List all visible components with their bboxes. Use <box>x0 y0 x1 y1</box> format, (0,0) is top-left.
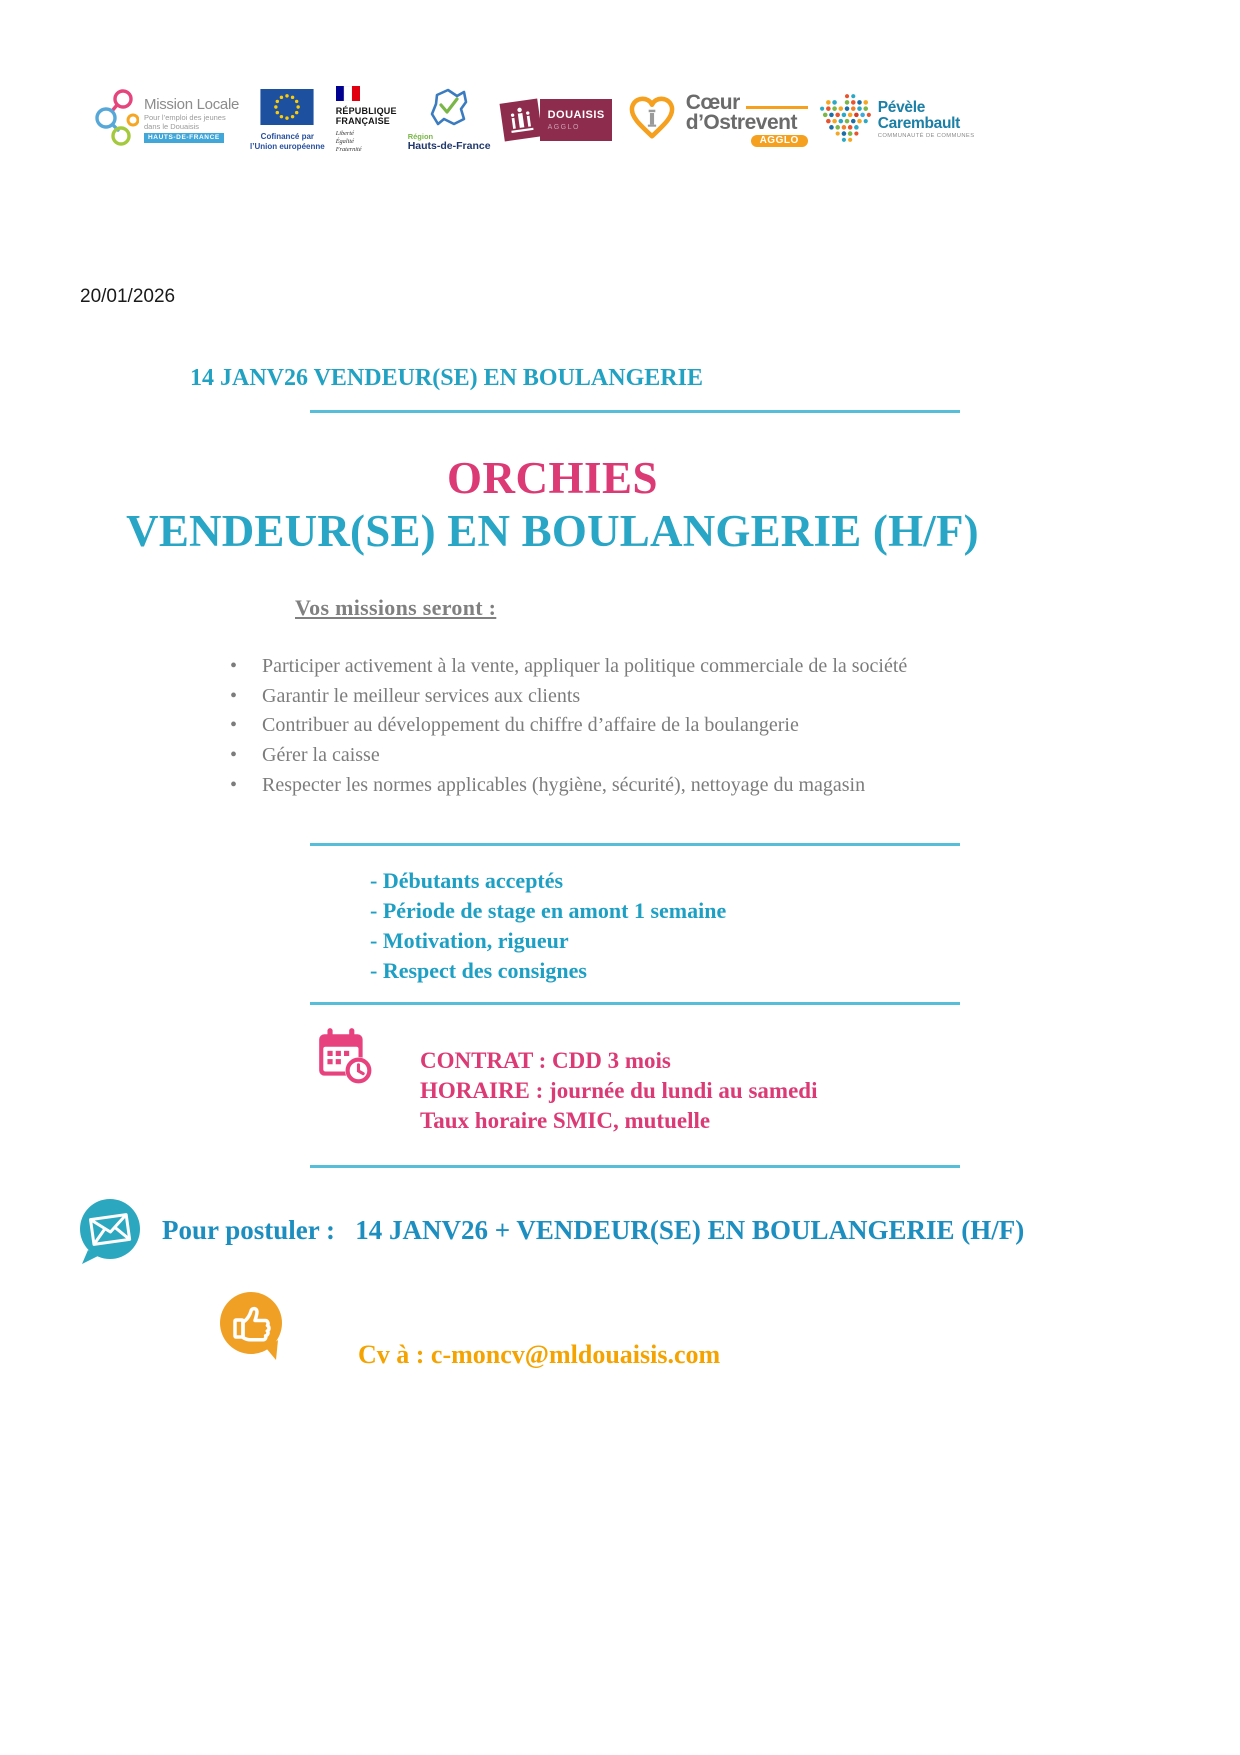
republique-motto: Liberté Égalité Fraternité <box>335 129 362 153</box>
thumbs-up-icon <box>218 1290 284 1367</box>
job-title-heading: VENDEUR(SE) EN BOULANGERIE (H/F) <box>126 506 979 556</box>
magnifier-rings-icon <box>95 87 139 154</box>
pevele-name: Pévèle Carembault <box>877 98 961 132</box>
republique-title: RÉPUBLIQUE FRANÇAISE <box>335 106 397 127</box>
section-divider <box>310 1165 960 1168</box>
contract-line: CONTRAT : CDD 3 mois <box>420 1048 671 1073</box>
city-heading: ORCHIES <box>446 453 659 503</box>
region-name: Hauts-de-France <box>407 139 491 152</box>
mission-item: • Garantir le meilleur services aux clients <box>230 682 907 712</box>
coeur-ostrevent-logo <box>623 90 808 151</box>
apply-value: 14 JANV26 + VENDEUR(SE) EN BOULANGERIE (H/F) <box>355 1215 1025 1245</box>
mission-locale-logo <box>95 87 239 154</box>
ostrevent-word2: d’Ostrevent <box>685 111 797 135</box>
apply-label: Pour postuler : <box>162 1215 336 1245</box>
mission-item: • Gérer la caisse <box>230 741 907 771</box>
dot-map-icon <box>819 92 873 149</box>
eu-caption: Cofinancé par l’Union européenne <box>250 132 325 151</box>
ostrevent-badge: AGGLO <box>751 135 808 147</box>
section-divider <box>310 1002 960 1005</box>
eu-cofinance-logo <box>250 89 325 150</box>
calendar-clock-icon <box>315 1026 373 1091</box>
douaisis-name: DOUAISIS <box>547 108 605 121</box>
ostrevent-line <box>746 106 808 109</box>
profile-item: - Motivation, rigueur <box>370 928 569 953</box>
contract-details <box>420 1046 817 1136</box>
mission-locale-title: Mission Locale <box>144 96 240 114</box>
region-map-icon <box>428 88 470 133</box>
job-reference-title: 14 JANV26 VENDEUR(SE) EN BOULANGERIE <box>190 365 703 391</box>
region-hauts-de-france-logo <box>408 88 491 152</box>
ostrevent-word1: Cœur <box>685 91 740 115</box>
contract-line: Taux horaire SMIC, mutuelle <box>420 1108 711 1133</box>
profile-item: - Période de stage en amont 1 semaine <box>370 898 727 923</box>
logo-bar <box>95 76 975 164</box>
eu-flag-icon <box>259 89 315 130</box>
missions-list <box>230 652 907 800</box>
pevele-sub: COMMUNAUTÉ DE COMMUNES <box>877 133 975 140</box>
profile-item: - Respect des consignes <box>370 958 587 983</box>
mission-item: • Respecter les normes applicables (hygiène, sécurité), nettoyage du magasin <box>230 771 907 801</box>
section-divider <box>310 843 960 846</box>
cv-line: Cv à : c-moncv@mldouaisis.com <box>358 1340 721 1369</box>
douaisis-sub: AGGLO <box>547 123 580 131</box>
pevele-carembault-logo <box>819 92 975 149</box>
apply-line <box>162 1215 1024 1246</box>
mail-bubble-icon <box>78 1198 142 1271</box>
region-label: Région <box>407 132 434 142</box>
main-heading <box>0 452 1105 558</box>
profile-list <box>370 866 726 986</box>
french-flag-icon <box>336 86 360 106</box>
document-date: 20/01/2026 <box>80 286 176 307</box>
republique-francaise-logo <box>336 86 397 153</box>
profile-item: - Débutants acceptés <box>370 868 564 893</box>
douaisis-agglo-logo <box>502 99 612 141</box>
missions-heading: Vos missions seront : <box>295 595 497 620</box>
mission-item: • Participer activement à la vente, appliquer la politique commerciale de la société <box>230 652 907 682</box>
mission-locale-subtitle: Pour l’emploi des jeunes dans le Douaisis <box>144 113 226 131</box>
section-divider <box>310 410 960 413</box>
mission-item: • Contribuer au développement du chiffre d’affaire de la boulangerie <box>230 711 907 741</box>
heart-icon <box>623 90 681 151</box>
contract-line: HORAIRE : journée du lundi au samedi <box>420 1078 818 1103</box>
mission-locale-badge: HAUTS-DE-FRANCE <box>144 133 224 143</box>
belfry-icon <box>499 99 542 142</box>
